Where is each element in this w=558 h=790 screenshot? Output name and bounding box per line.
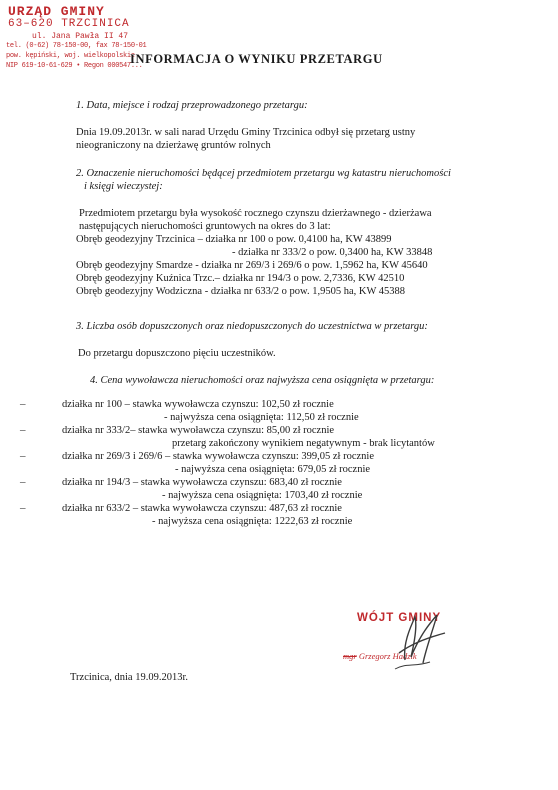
section-2-heading-2: i księgi wieczystej: (84, 181, 163, 192)
section-1-line-1: Dnia 19.09.2013r. w sali narad Urzędu Gminy Trzcinica odbył się przetarg ustny (76, 127, 416, 138)
section-2-line-3: Obręb geodezyjny Trzcinica – działka nr 100 o pow. 0,4100 ha, KW 43899 (76, 234, 392, 245)
result-dash: – (20, 398, 26, 410)
result-dash: – (20, 424, 26, 436)
section-2-line-7: Obręb geodezyjny Wodziczna - działka nr 633/2 o pow. 1,9505 ha, KW 45388 (76, 286, 406, 297)
section-2-line-4 (232, 246, 432, 259)
result-5-line-2: - najwyższa cena osiągnięta: 1222,63 zł rocznie (152, 516, 353, 527)
stamp-phone: tel. (0-62) 78-150-00, fax 78-150-01 (6, 42, 147, 50)
section-1-line-2: nieograniczony na dzierżawę gruntów rolnych (76, 140, 271, 151)
section-1-heading: 1. Data, miejsce i rodzaj przeprowadzonego przetargu: (76, 100, 308, 111)
section-2-line-1: Przedmiotem przetargu była wysokość rocznego czynszu dzierżawnego - dzierżawa (79, 208, 432, 219)
section-2-line-2: następujących nieruchomości gruntowych na okres do 3 lat: (79, 221, 331, 232)
section-2-line-5: Obręb geodezyjny Smardze - działka nr 269/3 i 269/6 o pow. 1,5962 ha, KW 45640 (76, 260, 428, 271)
parcel-333-2-text: - działka nr 333/2 o pow. 0,3400 ha, KW 33848 (232, 247, 433, 258)
office-stamp (6, 4, 146, 84)
stamp-ids: NIP 619-10-61-629 • Regon 000547... (6, 62, 143, 70)
result-2-line-1: działka nr 333/2– stawka wywoławcza czynszu: 85,00 zł rocznie (62, 425, 335, 436)
section-2-heading-1: 2. Oznaczenie nieruchomości będącej przedmiotem przetargu wg katastru nieruchomości (76, 168, 451, 179)
result-5-line-1: działka nr 633/2 – stawka wywoławcza czynszu: 487,63 zł rocznie (62, 503, 342, 514)
section-2-line-6: Obręb geodezyjny Kuźnica Trzc.– działka nr 194/3 o pow. 2,7336, KW 42510 (76, 273, 405, 284)
result-dash: – (20, 476, 26, 488)
result-3-line-1: działka nr 269/3 i 269/6 – stawka wywoławcza czynszu: 399,05 zł rocznie (62, 451, 374, 462)
stamp-county: pow. kępiński, woj. wielkopolskie (6, 52, 135, 60)
handwritten-signature (375, 605, 465, 675)
stamp-office: URZĄD GMINY (8, 4, 105, 19)
signature-prefix: mgr (343, 651, 357, 661)
signature-name: Grzegorz Hadzik (358, 651, 417, 661)
signature-role: WÓJT GMINY (357, 612, 442, 624)
section-4-heading: 4. Cena wywoławcza nieruchomości oraz najwyższa cena osiągnięta w przetargu: (90, 375, 435, 386)
result-4-line-1: działka nr 194/3 – stawka wywoławcza czynszu: 683,40 zł rocznie (62, 477, 342, 488)
result-1-line-1: działka nr 100 – stawka wywoławcza czynszu: 102,50 zł rocznie (62, 399, 334, 410)
stamp-street: ul. Jana Pawła II 47 (32, 32, 129, 41)
result-dash: – (20, 450, 26, 462)
result-1-line-2: - najwyższa cena osiągnięta: 112,50 zł rocznie (164, 412, 359, 423)
result-2-line-2: przetarg zakończony wynikiem negatywnym - brak licytantów (172, 438, 435, 449)
result-3-line-2: - najwyższa cena osiągnięta: 679,05 zł rocznie (175, 464, 371, 475)
result-dash: – (20, 502, 26, 514)
section-3-heading: 3. Liczba osób dopuszczonych oraz niedopuszczonych do uczestnictwa w przetargu: (76, 321, 428, 332)
stamp-postal: 63–620 TRZCINICA (8, 18, 130, 30)
section-3-body: Do przetargu dopuszczono pięciu uczestników. (78, 348, 276, 359)
page-title: INFORMACJA O WYNIKU PRZETARGU (130, 52, 383, 66)
result-4-line-2: - najwyższa cena osiągnięta: 1703,40 zł rocznie (162, 490, 363, 501)
footer-date: Trzcinica, dnia 19.09.2013r. (70, 672, 189, 683)
